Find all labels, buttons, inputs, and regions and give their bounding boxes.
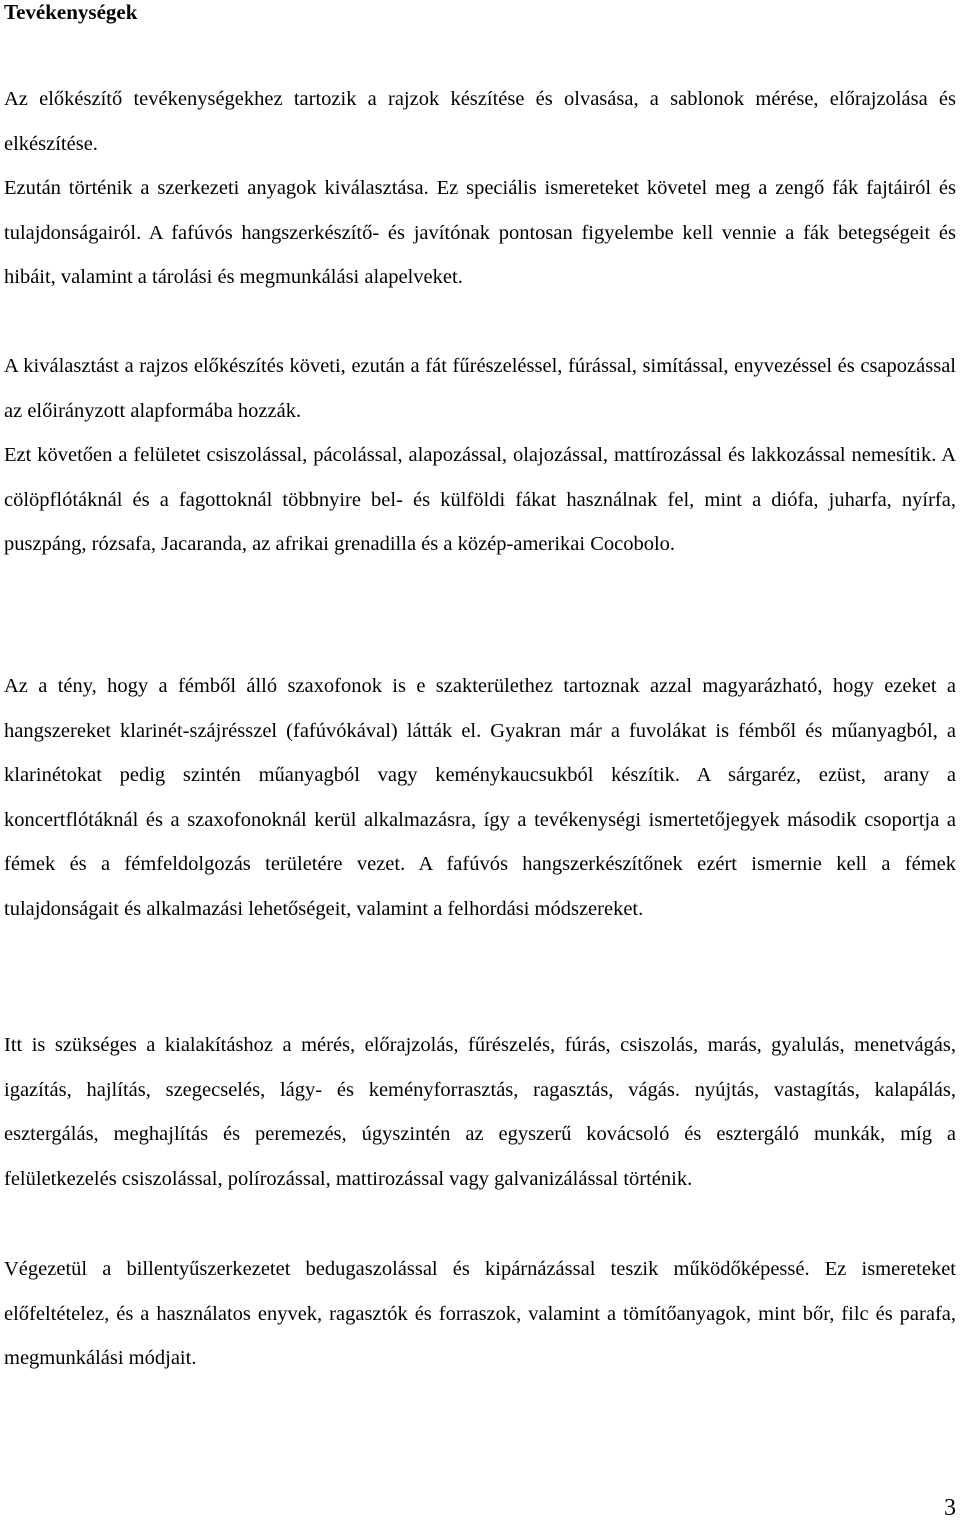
section-title: Tevékenységek — [4, 0, 138, 24]
page-number: 3 — [944, 1495, 956, 1521]
paragraph-material-selection: Ezután történik a szerkezeti anyagok kiválasztása. Ez speciális ismereteket követel meg a zengő fák fajtáiról és tulajdonságairól. A fafúvós hangszerkészítő- és javítónak pontosan figyelembe kell vennie a fák betegségeit és hibáit, valamint a tárolási és megmunkálási alapelveket. — [4, 177, 956, 289]
paragraph-preparation: Az előkészítő tevékenységekhez tartozik a rajzok készítése és olvasása, a sablonok mérése, előrajzolása és elkészítése. — [4, 88, 956, 155]
paragraph-key-mechanism: Végezetül a billentyűszerkezetet bedugaszolással és kipárnázással teszik működőképessé. Ez ismereteket előfeltételez, és a használatos enyvek, ragasztók és forraszok, valamint a tömítőanyagok, mint bőr, filc és parafa, megmunkálási módjait. — [4, 1258, 956, 1370]
paragraph-finishing: Ezt követően a felületet csiszolással, pácolással, alapozással, olajozással, mattírozással és lakkozással nemesítik. A cölöpflótáknál és a fagottoknál többnyire bel- és külföldi fákat használnak fel, mint a diófa, juharfa, nyírfa, puszpáng, rózsafa, Jacaranda, az afrikai grenadilla és a közép-amerikai Cocobolo. — [4, 444, 956, 556]
paragraph-techniques: Itt is szükséges a kialakításhoz a mérés, előrajzolás, fűrészelés, fúrás, csiszolás, marás, gyalulás, menetvágás, igazítás, hajlítás, szegecselés, lágy- és keményforrasztás, ragasztás, vágás. nyújtás, vastagítás, kalapálás, esztergálás, meghajlítás és peremezés, úgyszintén az egyszerű kovácsoló és esztergáló munkák, míg a felületkezelés csiszolással, polírozással, mattirozással vagy galvanizálással történik. — [4, 1034, 956, 1190]
paragraph-metal: Az a tény, hogy a fémből álló szaxofonok is e szakterülethez tartoznak azzal magyarázható, hogy ezeket a hangszereket klarinét-szájrésszel (fafúvókával) látták el. Gyakran már a fuvolákat is fémből és műanyagból, a klarinétokat pedig szintén műanyagból vagy keménykaucsukból készítik. A sárgaréz, ezüst, arany a koncertflótáknál és a szaxofonoknál kerül alkalmazásra, így a tevékenységi ismertetőjegyek második csoportja a fémek és a fémfeldolgozás területére vezet. A fafúvós hangszerkészítőnek ezért ismernie kell a fémek tulajdonságait és alkalmazási lehetőségeit, valamint a felhordási módszereket. — [4, 675, 956, 920]
paragraph-shaping: A kiválasztást a rajzos előkészítés követi, ezután a fát fűrészeléssel, fúrással, simítással, enyvezéssel és csapozással az előirányzott alapformába hozzák. — [4, 355, 956, 422]
